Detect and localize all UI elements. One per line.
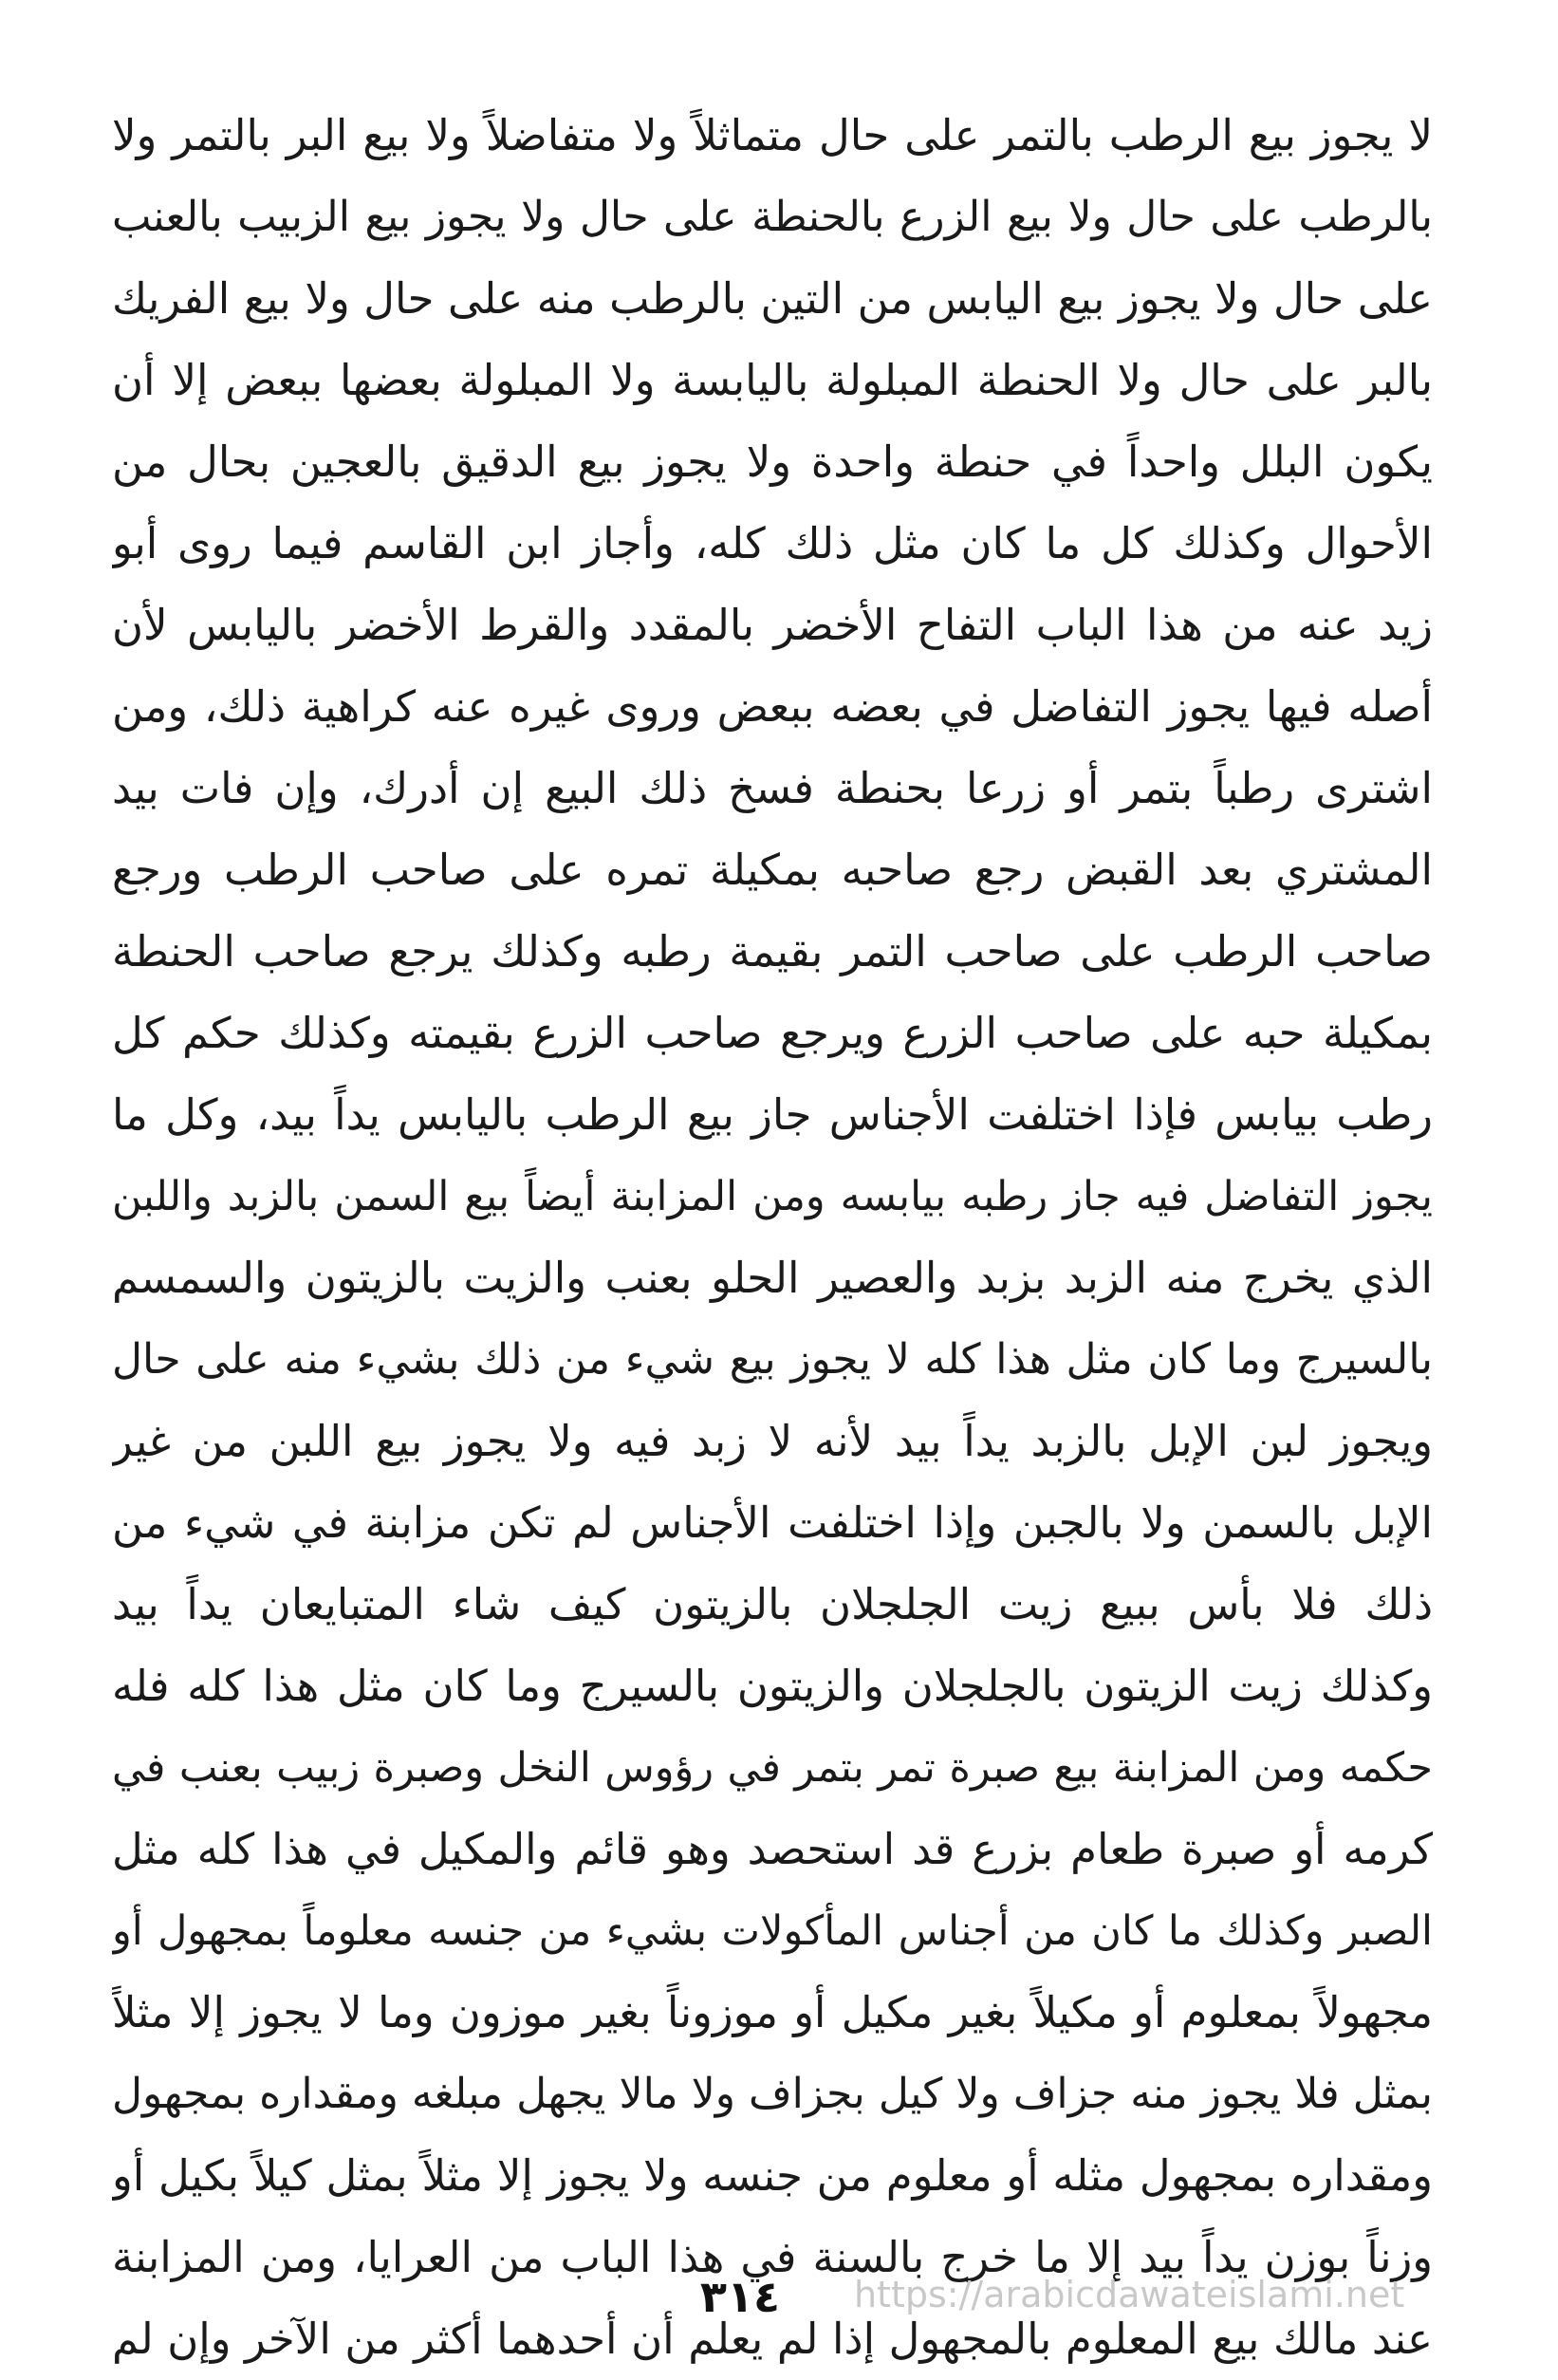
page-footer [0,2259,1558,2334]
text-line-4: بالبر على حال ولا الحنطة المبلولة باليابسة ولا المبلولة بعضها ببعض إلا أن [112,355,1433,405]
text-line-25: بمثل فلا يجوز منه جزاف ولا كيل بجزاف ولا مالا يجهل مبلغه ومقداره بمجهول [112,2070,1433,2118]
text-line-10: المشتري بعد القبض رجع صاحبه بمكيلة تمره على صاحب الرطب ورجع [112,845,1433,895]
text-line-20: وكذلك زيت الزيتون بالجلجلان والزيتون بالسيرج وما كان مثل هذا كله فله [112,1661,1433,1711]
text-line-13: رطب بيابس فإذا اختلفت الأجناس جاز بيع الرطب باليابس يداً بيد، وكل ما [112,1089,1433,1140]
text-line-17: ويجوز لبن الإبل بالزبد يداً بيد لأنه لا زبد فيه ولا يجوز بيع اللبن من غير [112,1416,1433,1466]
text-line-6: الأحوال وكذلك كل ما كان مثل ذلك كله، وأجاز ابن القاسم فيما روى أبو [112,518,1433,568]
text-line-27: وزناً بوزن يداً بيد إلا ما خرج بالسنة في هذا الباب من العرايا، ومن المزابنة [112,2232,1433,2282]
text-line-19: ذلك فلا بأس ببيع زيت الجلجلان بالزيتون كيف شاء المتبايعان يداً بيد [112,1579,1433,1629]
text-line-11: صاحب الرطب على صاحب التمر بقيمة رطبه وكذلك يرجع صاحب الحنطة [112,926,1433,976]
text-line-24: مجهولاً بمعلوم أو مكيلاً بغير مكيل أو موزوناً بغير موزون وما لا يجوز إلا مثلاً [112,1987,1433,2037]
text-line-1: لا يجوز بيع الرطب بالتمر على حال متماثلاً ولا متفاضلاً ولا بيع البر بالتمر ولا [112,110,1433,160]
text-line-2: بالرطب على حال ولا بيع الزرع بالحنطة على حال ولا يجوز بيع الزبيب بالعنب [112,193,1433,241]
text-line-12: بمكيلة حبه على صاحب الزرع ويرجع صاحب الزرع بقيمته وكذلك حكم كل [112,1008,1433,1058]
page-number: ٣١٤ [699,2271,781,2322]
text-line-28: عند مالك بيع المعلوم بالمجهول إذا لم يعلم أن أحدهما أكثر من الآخر وإن لم [112,2314,1433,2364]
text-line-18: الإبل بالسمن ولا بالجبن وإذا اختلفت الأجناس لم تكن مزابنة في شيء من [112,1497,1433,1548]
text-line-23: الصبر وكذلك ما كان من أجناس المأكولات بشيء من جنسه معلوماً بمجهول أو [112,1907,1433,1955]
text-line-7: زيد عنه من هذا الباب التفاح الأخضر بالمقدد والقرط الأخضر باليابس لأن [112,600,1433,650]
text-line-5: يكون البلل واحداً في حنطة واحدة ولا يجوز بيع الدقيق بالعجين بحال من [112,437,1433,487]
text-line-21: حكمه ومن المزابنة بيع صبرة تمر بتمر في رؤوس النخل وصبرة زبيب بعنب في [112,1744,1433,1792]
text-line-14: يجوز التفاضل فيه جاز رطبه بيابسه ومن المزابنة أيضاً بيع السمن بالزبد واللبن [112,1173,1433,1220]
text-line-3: على حال ولا يجوز بيع اليابس من التين بالرطب منه على حال ولا بيع الفريك [112,273,1433,324]
text-line-22: كرمه أو صبرة طعام بزرع قد استحصد وهو قائم والمكيل في هذا كله مثل [112,1824,1433,1874]
text-line-26: ومقداره بمجهول مثله أو معلوم من جنسه ولا يجوز إلا مثلاً بمثل كيلاً بكيل أو [112,2150,1433,2201]
text-line-8: أصله فيها يجوز التفاضل في بعضه ببعض وروى غيره عنه كراهية ذلك، ومن [112,681,1433,732]
text-line-9: اشترى رطباً بتمر أو زرعا بحنطة فسخ ذلك البيع إن أدرك، وإن فات بيد [112,763,1433,813]
text-line-15: الذي يخرج منه الزبد بزبد والعصير الحلو بعنب والزيت بالزيتون والسمسم [112,1253,1433,1303]
page-body-text [112,95,1433,2380]
text-line-16: بالسيرج وما كان مثل هذا كله لا يجوز بيع شيء من ذلك بشيء منه على حال [112,1335,1433,1384]
watermark-url: https://arabicdawateislami.net [854,2274,1405,2315]
